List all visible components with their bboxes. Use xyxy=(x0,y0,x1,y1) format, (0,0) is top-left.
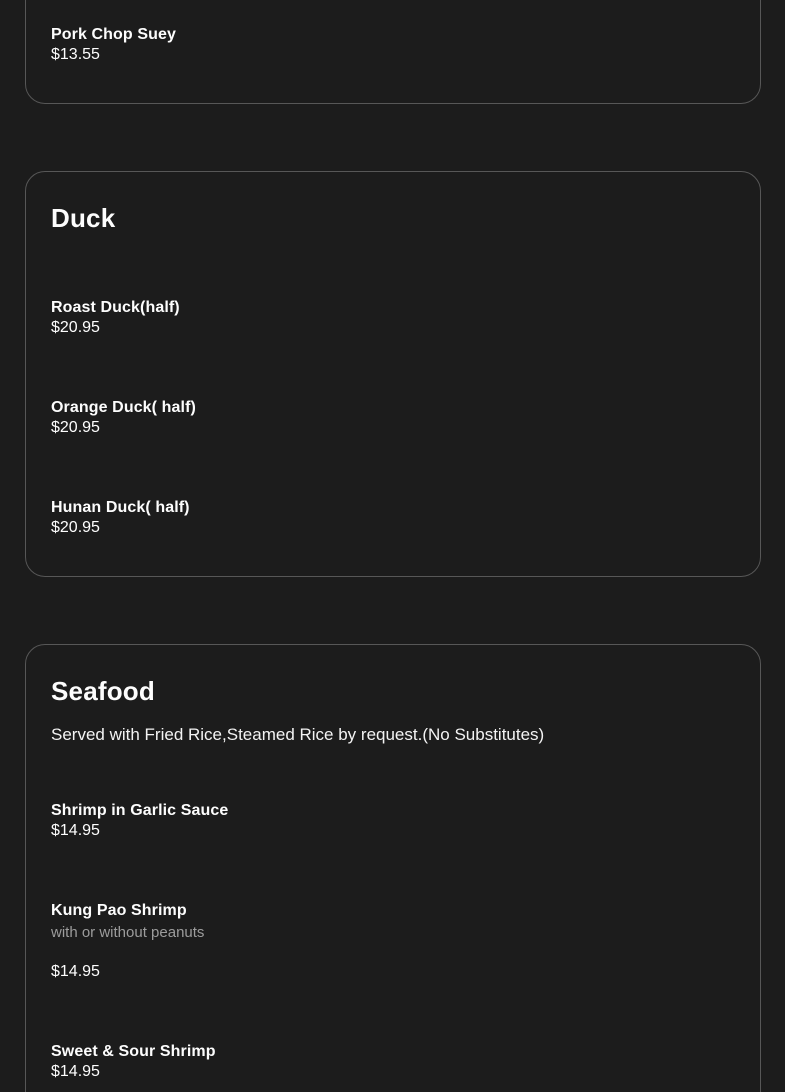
section-subtitle: Served with Fried Rice,Steamed Rice by request.(No Substitutes) xyxy=(51,725,545,744)
item-price: $20.95 xyxy=(51,519,100,536)
item-name: Shrimp in Garlic Sauce xyxy=(51,802,229,819)
menu-item-sweet-sour-shrimp[interactable] xyxy=(51,1039,735,1080)
menu-item-pork-chop-suey[interactable] xyxy=(51,22,735,63)
section-title: Duck xyxy=(51,203,116,233)
menu-item-hunan-duck[interactable] xyxy=(51,495,735,536)
item-price: $20.95 xyxy=(51,319,100,336)
item-name: Sweet & Sour Shrimp xyxy=(51,1043,216,1060)
menu-item-shrimp-garlic-sauce[interactable] xyxy=(51,798,735,839)
item-description: with or without peanuts xyxy=(51,924,205,941)
item-name: Orange Duck( half) xyxy=(51,399,196,416)
item-price: $13.55 xyxy=(51,46,100,63)
item-price: $20.95 xyxy=(51,419,100,436)
menu-section-card-partial xyxy=(25,0,761,104)
item-price: $14.95 xyxy=(51,1063,100,1080)
item-price: $14.95 xyxy=(51,822,100,839)
menu-section-card-seafood xyxy=(25,644,761,1092)
section-items xyxy=(51,295,735,536)
item-name: Roast Duck(half) xyxy=(51,299,180,316)
menu-section-card-duck xyxy=(25,171,761,577)
item-price: $14.95 xyxy=(51,963,100,980)
section-title: Seafood xyxy=(51,676,155,706)
item-name: Kung Pao Shrimp xyxy=(51,902,187,919)
item-name: Hunan Duck( half) xyxy=(51,499,190,516)
menu-item-roast-duck[interactable] xyxy=(51,295,735,336)
menu-item-kung-pao-shrimp[interactable] xyxy=(51,898,735,980)
item-name: Pork Chop Suey xyxy=(51,26,176,43)
section-items xyxy=(51,798,735,1080)
menu-item-orange-duck[interactable] xyxy=(51,395,735,436)
